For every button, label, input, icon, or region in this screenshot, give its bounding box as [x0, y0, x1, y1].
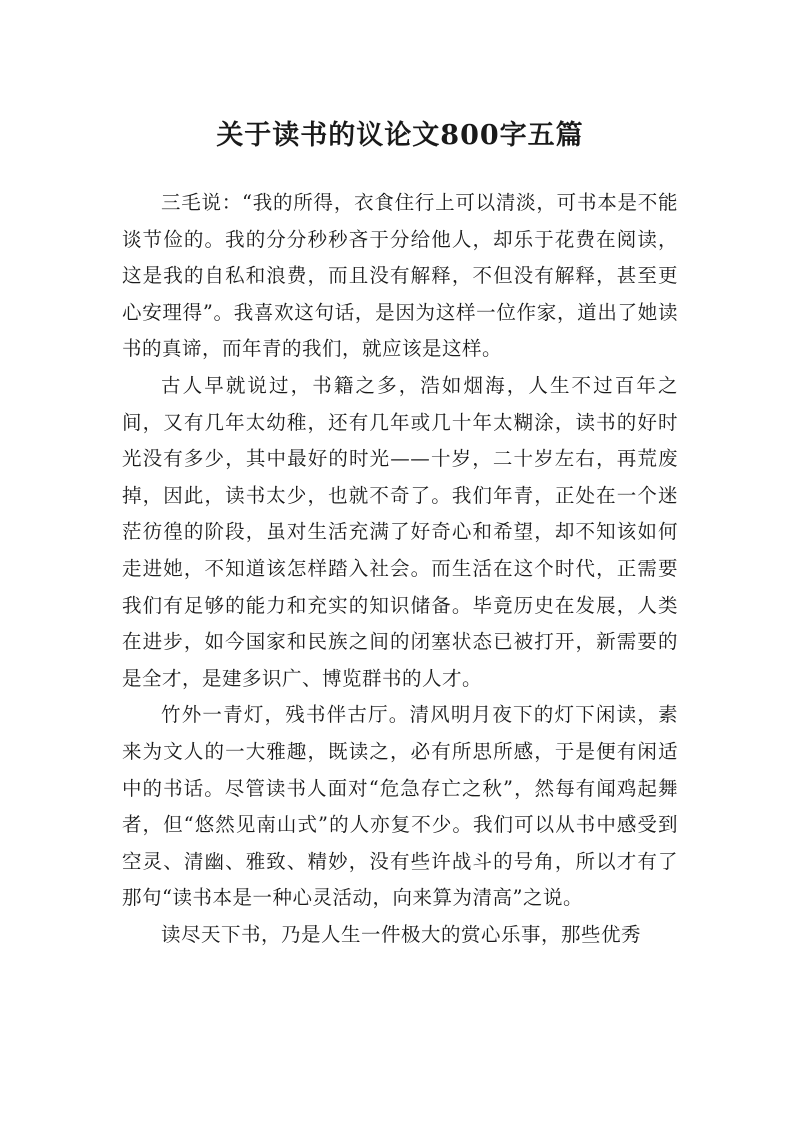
document-title: 关于读书的议论文800字五篇	[216, 120, 584, 152]
paragraph-4: 读尽天下书，乃是人生一件极大的赏心乐事，那些优秀	[161, 922, 642, 946]
paragraph-1: 三毛说：“我的所得，衣食住行上可以清淡，可书本是不能谈节俭的。我的分分秒秒吝于分给他人，却乐于花费在阅读，这是我的自私和浪费，而且没有解释，不但没有解释，甚至更心安理得”。我喜欢这句话，是因为这样一位作家，道出了她读书的真谛，而年青的我们，就应该是这样。	[122, 191, 678, 361]
paragraph-2: 古人早就说过，书籍之多，浩如烟海，人生不过百年之间，又有几年太幼稚，还有几年或几十年太糊涂，读书的好时光没有多少，其中最好的时光——十岁，二十岁左右，再荒废掉，因此，读书太少，也就不奇了。我们年青，正处在一个迷茫彷徨的阶段，虽对生活充满了好奇心和希望，却不知该如何走进她，不知道该怎样踏入社会。而生活在这个时代，正需要我们有足够的能力和充实的知识储备。毕竟历史在发展，人类在进步，如今国家和民族之间的闭塞状态已被打开，新需要的是全才，是建多识广、博览群书的人才。	[122, 373, 678, 690]
paragraph-3: 竹外一青灯，残书伴古厅。清风明月夜下的灯下闲读，素来为文人的一大雅趣，既读之，必有所思所感，于是便有闲适中的书话。尽管读书人面对“危急存亡之秋”，然每有闻鸡起舞者，但“悠然见南山式”的人亦复不少。我们可以从书中感受到空灵、清幽、雅致、精妙，没有些许战斗的号角，所以才有了那句“读书本是一种心灵活动，向来算为清高”之说。	[122, 703, 678, 910]
document-body	[122, 185, 678, 953]
